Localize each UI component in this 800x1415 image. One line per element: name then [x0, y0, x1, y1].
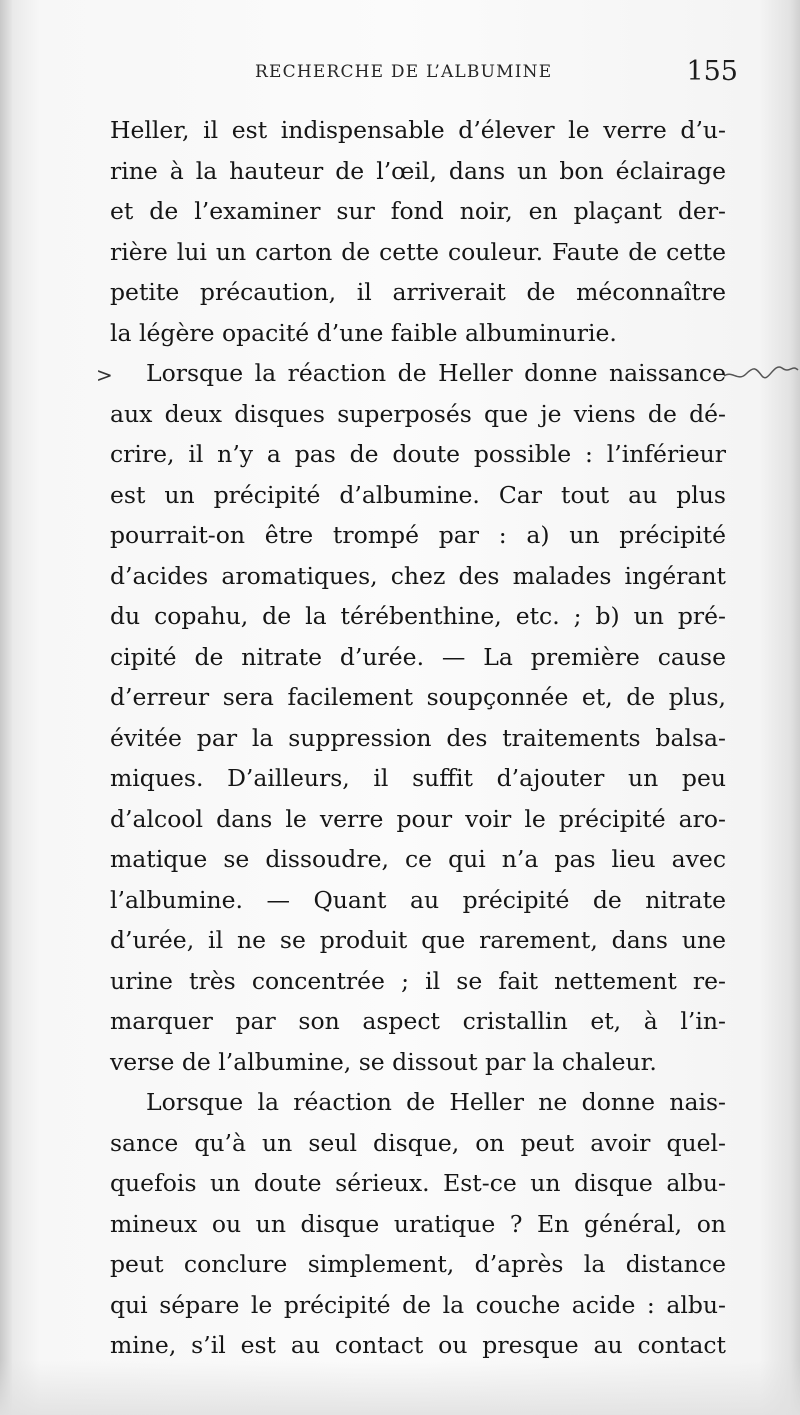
text-line: aux deux disques superposés que je viens de dé-: [110, 399, 726, 428]
text-line: quefois un doute sérieux. Est-ce un disque albu-: [110, 1169, 726, 1197]
text-line: crire, il n’y a pas de doute possible : l’inférieur: [110, 440, 726, 468]
page-number: 155: [686, 56, 738, 87]
body-text: [110, 110, 726, 1366]
text-line: Heller, il est indispensable d’élever le verre d’u-: [110, 116, 726, 144]
text-line: Lorsque la réaction de Heller ne donne nais-: [146, 1088, 726, 1116]
text-line: pourrait-on être trompé par : a) un précipité: [110, 521, 726, 549]
text-line: Lorsque la réaction de Heller donne naissance: [146, 359, 726, 387]
text-line: d’acides aromatiques, chez des malades ingérant: [110, 561, 726, 590]
text-line: petite précaution, il arriverait de méconnaître: [110, 278, 726, 306]
text-line: et de l’examiner sur fond noir, en plaçant der-: [110, 197, 726, 225]
text-line: mineux ou un disque uratique ? En général, on: [110, 1209, 726, 1238]
text-line: qui sépare le précipité de la couche acide : albu-: [110, 1290, 726, 1319]
text-line: verse de l’albumine, se dissout par la chaleur.: [110, 1047, 657, 1076]
text-line: sance qu’à un seul disque, on peut avoir quel-: [110, 1128, 726, 1157]
text-line: la légère opacité d’une faible albuminurie.: [110, 318, 617, 347]
text-line: d’alcool dans le verre pour voir le précipité aro-: [110, 804, 726, 833]
text-line: rine à la hauteur de l’œil, dans un bon éclairage: [110, 156, 726, 185]
pencil-annotation-icon: [722, 356, 800, 386]
text-line: rière lui un carton de cette couleur. Faute de cette: [110, 237, 726, 266]
text-line: évitée par la suppression des traitements balsa-: [110, 723, 726, 752]
text-line: est un précipité d’albumine. Car tout au plus: [110, 480, 726, 509]
running-title: RECHERCHE DE L’ALBUMINE: [255, 62, 553, 82]
margin-mark: >: [96, 363, 113, 387]
text-line: mine, s’il est au contact ou presque au contact: [110, 1331, 726, 1359]
text-line: marquer par son aspect cristallin et, à l’in-: [110, 1007, 726, 1035]
text-line: urine très concentrée ; il se fait nettement re-: [110, 966, 726, 995]
text-line: cipité de nitrate d’urée. — La première cause: [110, 642, 726, 671]
text-line: l’albumine. — Quant au précipité de nitrate: [110, 885, 726, 914]
text-line: matique se dissoudre, ce qui n’a pas lieu avec: [110, 845, 726, 873]
text-line: d’urée, il ne se produit que rarement, dans une: [110, 926, 726, 954]
text-line: miques. D’ailleurs, il suffit d’ajouter un peu: [110, 764, 726, 792]
page-bottom-shadow: [0, 1360, 800, 1415]
text-line: du copahu, de la térébenthine, etc. ; b) un pré-: [110, 602, 726, 630]
text-line: d’erreur sera facilement soupçonnée et, de plus,: [110, 683, 726, 711]
text-line: peut conclure simplement, d’après la distance: [110, 1250, 726, 1278]
page-header: [110, 56, 740, 92]
page-gutter-shadow: [0, 0, 12, 1415]
